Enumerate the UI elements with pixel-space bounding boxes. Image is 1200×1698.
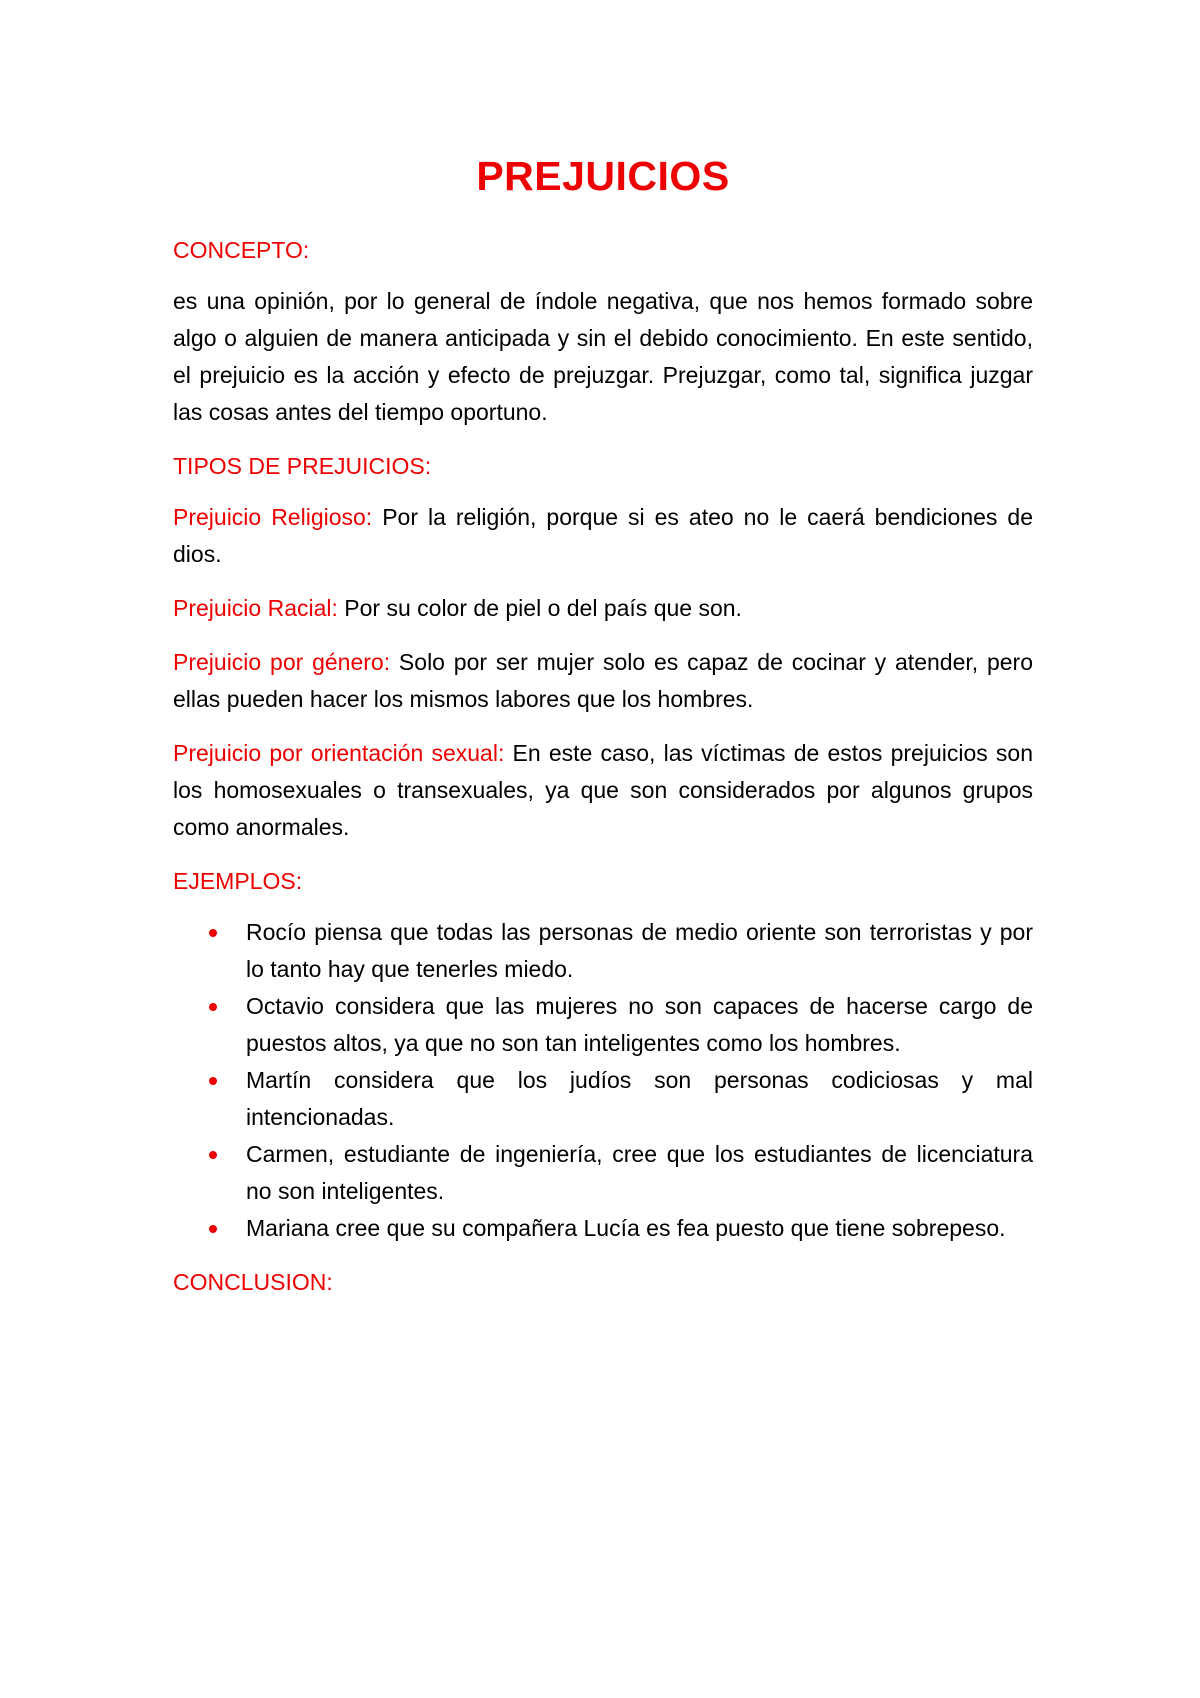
list-item-text: Rocío piensa que todas las personas de medio oriente son terroristas y por lo tanto hay que tenerles miedo. [246,919,1033,982]
tipo-label: Prejuicio por género: [173,649,391,675]
tipo-text: Por su color de piel o del país que son. [337,595,742,621]
list-item [173,1062,1033,1136]
list-item [173,914,1033,988]
bullet-icon [209,1077,217,1085]
conclusion-heading: CONCLUSION: [173,1269,333,1295]
list-item-text: Carmen, estudiante de ingeniería, cree que los estudiantes de licenciatura no son inteligentes. [246,1141,1033,1204]
tipo-orientacion-paragraph [173,735,1033,846]
bullet-icon [209,1225,217,1233]
concepto-paragraph: es una opinión, por lo general de índole negativa, que nos hemos formado sobre algo o alguien de manera anticipada y sin el debido conocimiento. En este sentido, el prejuicio es la acción y efecto de prejuzgar. Prejuzgar, como tal, significa juzgar las cosas antes del tiempo oportuno. [173,288,1033,425]
list-item-text: Martín considera que los judíos son personas codiciosas y mal intencionadas. [246,1067,1033,1130]
tipo-text: En este caso, las víctimas de estos prejuicios son los homosexuales o transexuales, ya que son considerados por algunos grupos como anormales. [173,740,1033,840]
tipo-genero-paragraph [173,644,1033,718]
tipo-label: Prejuicio Racial: [173,595,338,621]
bullet-icon [209,929,217,937]
list-item [173,988,1033,1062]
list-item-text: Octavio considera que las mujeres no son capaces de hacerse cargo de puestos altos, ya que no son tan inteligentes como los hombres. [246,993,1033,1056]
tipos-heading: TIPOS DE PREJUICIOS: [173,453,432,479]
tipo-label: Prejuicio por orientación sexual: [173,740,505,766]
document-title: PREJUICIOS [476,153,730,199]
tipo-religioso-paragraph [173,499,1033,573]
list-item [173,1210,1033,1247]
bullet-icon [209,1003,217,1011]
ejemplos-heading: EJEMPLOS: [173,868,303,894]
tipo-label: Prejuicio Religioso: [173,504,373,530]
tipo-racial-paragraph [173,590,1033,627]
ejemplos-list [173,914,1033,1247]
tipo-text: Solo por ser mujer solo es capaz de cocinar y atender, pero ellas pueden hacer los mismos labores que los hombres. [173,649,1033,712]
concepto-heading: CONCEPTO: [173,237,310,263]
list-item-text: Mariana cree que su compañera Lucía es fea puesto que tiene sobrepeso. [246,1215,1006,1241]
tipo-text: Por la religión, porque si es ateo no le caerá bendiciones de dios. [173,504,1033,567]
list-item [173,1136,1033,1210]
bullet-icon [209,1151,217,1159]
document-body [173,232,1033,1315]
